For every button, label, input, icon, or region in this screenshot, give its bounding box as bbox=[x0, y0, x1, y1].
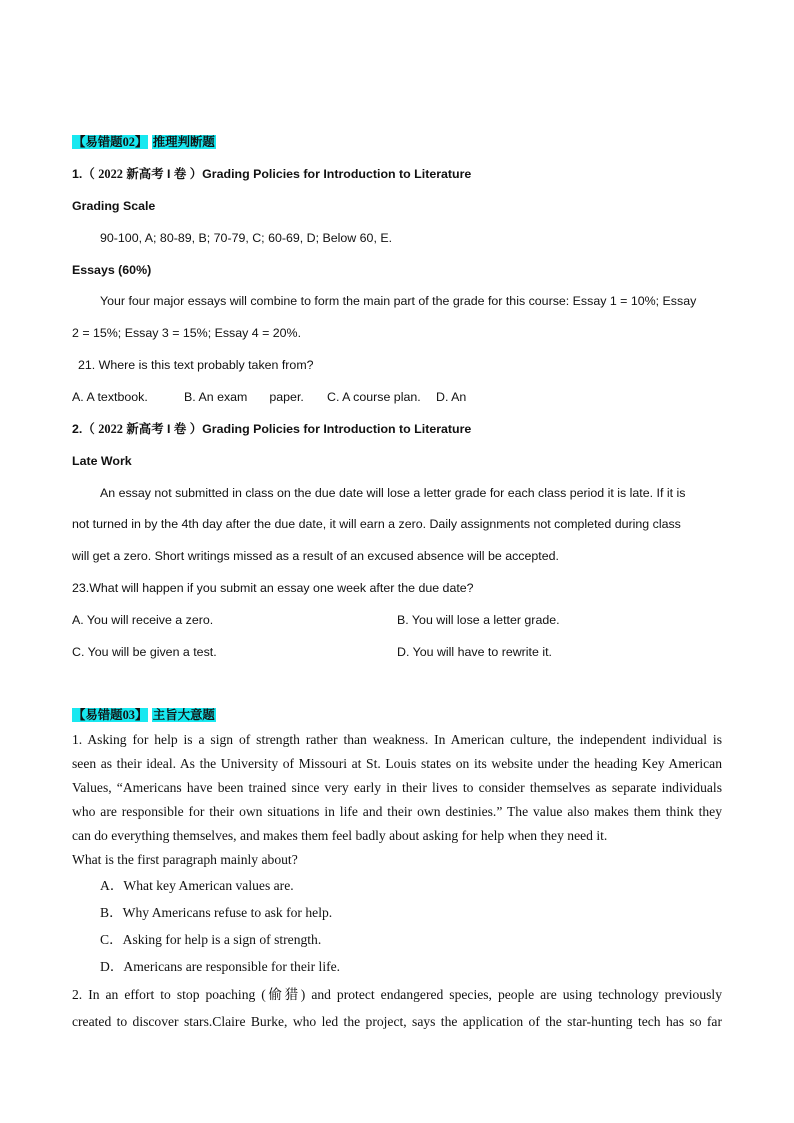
q2-option-b: B. You will lose a letter grade. bbox=[397, 613, 560, 627]
essays-heading: Essays (60%) bbox=[72, 263, 152, 277]
q1-title-line: 1.（ 2022 新高考 I 卷 ）Grading Policies for Introduction to Literature bbox=[72, 167, 472, 181]
s2-option-d: D．Americans are responsible for their life. bbox=[100, 959, 341, 974]
section-header-topic: 推理判断题 bbox=[152, 135, 215, 149]
q1-title: Grading Policies for Introduction to Literature bbox=[202, 167, 472, 181]
section-header-topic: 主旨大意题 bbox=[152, 708, 215, 722]
late-work-heading: Late Work bbox=[72, 454, 132, 468]
s2-question: What is the first paragraph mainly about? bbox=[72, 852, 298, 867]
q2-option-a: A. You will receive a zero. bbox=[72, 613, 214, 627]
q1-option-d: D. An bbox=[436, 390, 467, 404]
late-work-line-1: An essay not submitted in class on the due date will lose a letter grade for each class period it is late. If it is bbox=[100, 486, 686, 500]
section-header-02 bbox=[72, 134, 216, 150]
late-work-line-2: not turned in by the 4th day after the due date, it will earn a zero. Daily assignments not completed during class bbox=[72, 517, 681, 531]
essays-text-line-2: 2 = 15%; Essay 3 = 15%; Essay 4 = 20%. bbox=[72, 326, 302, 340]
passage-1-line-4: who are responsible for their own situations in life and their own destinies.” The value also makes them think they bbox=[72, 804, 722, 819]
passage-1-line-2: seen as their ideal. As the University of Missouri at St. Louis states on its website under the heading Key American bbox=[72, 756, 722, 771]
s2-option-b: B．Why Americans refuse to ask for help. bbox=[100, 905, 333, 920]
passage-1-line-5: can do everything themselves, and makes them feel badly about asking for help when they need it. bbox=[72, 828, 608, 843]
section-header-03 bbox=[72, 707, 216, 723]
passage-2-line-1: 2. In an effort to stop poaching (偷猎) and protect endangered species, people are using technology previously bbox=[72, 987, 722, 1002]
q2-title-line: 2.（ 2022 新高考 I 卷 ）Grading Policies for Introduction to Literature bbox=[72, 422, 472, 436]
s2-option-a: A．What key American values are. bbox=[100, 878, 294, 893]
essays-text-line-1: Your four major essays will combine to form the main part of the grade for this course: Essay 1 = 10%; Essay bbox=[100, 294, 697, 308]
section-header-label: 【易错题02】 bbox=[73, 135, 148, 149]
q1-option-a: A. A textbook. bbox=[72, 390, 148, 404]
section-header-label: 【易错题03】 bbox=[73, 708, 148, 722]
q1-option-c: C. A course plan. bbox=[327, 390, 421, 404]
q2-option-d: D. You will have to rewrite it. bbox=[397, 645, 552, 659]
q1-option-b: B. An exam paper. bbox=[184, 390, 304, 404]
passage-1-line-3: Values, “Americans have been trained since very early in their lives to consider themselves as separate individuals bbox=[72, 780, 722, 795]
q1-question: 21. Where is this text probably taken from? bbox=[78, 358, 314, 372]
q2-question: 23.What will happen if you submit an essay one week after the due date? bbox=[72, 581, 474, 595]
q2-option-c: C. You will be given a test. bbox=[72, 645, 217, 659]
late-work-line-3: will get a zero. Short writings missed as a result of an excused absence will be accepted. bbox=[72, 549, 559, 563]
q2-title: Grading Policies for Introduction to Literature bbox=[202, 422, 472, 436]
grading-scale-text: 90-100, A; 80-89, B; 70-79, C; 60-69, D; Below 60, E. bbox=[100, 231, 393, 245]
grading-scale-heading: Grading Scale bbox=[72, 199, 156, 213]
s2-option-c: C．Asking for help is a sign of strength. bbox=[100, 932, 322, 947]
passage-2-line-2: created to discover stars.Claire Burke, who led the project, says the application of the star-hunting tech has so far bbox=[72, 1014, 722, 1029]
passage-1-line-1: 1. Asking for help is a sign of strength rather than weakness. In American culture, the independent individual is bbox=[72, 732, 722, 747]
